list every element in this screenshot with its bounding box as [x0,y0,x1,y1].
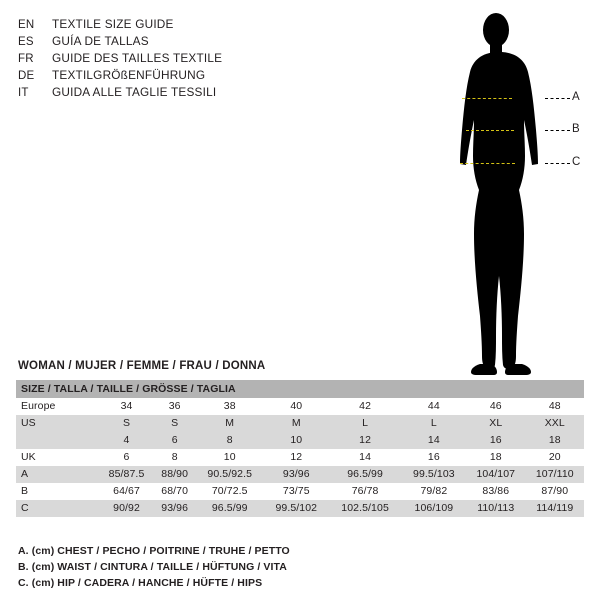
measure-label-a: A [572,91,580,103]
row-label: Europe [16,398,99,415]
cell: S [154,415,195,432]
cell: 87/90 [526,483,584,500]
table-row [16,500,584,517]
table-row [16,398,584,415]
language-row [18,16,318,33]
cell: 107/110 [526,466,584,483]
language-list [18,16,318,101]
cell: 12 [264,449,328,466]
measure-line-b-left [466,130,514,131]
row-label: UK [16,449,99,466]
measure-line-a-right [545,98,570,99]
row-label: C [16,500,99,517]
cell: 18 [466,449,526,466]
cell: 102.5/105 [328,500,401,517]
measurement-legend [18,543,578,591]
language-text: GUIDE DES TAILLES TEXTILE [52,51,223,65]
cell: 6 [154,432,195,449]
cell: L [328,415,401,432]
cell: 106/109 [402,500,466,517]
cell: 34 [99,398,154,415]
cell: 14 [328,449,401,466]
cell: 36 [154,398,195,415]
cell: L [402,415,466,432]
cell: 96.5/99 [195,500,264,517]
language-row [18,84,318,101]
cell: 85/87.5 [99,466,154,483]
cell: 44 [402,398,466,415]
table-row [16,466,584,483]
cell: 88/90 [154,466,195,483]
cell: 99.5/102 [264,500,328,517]
measure-line-c-right [545,163,570,164]
language-text: TEXTILE SIZE GUIDE [52,17,174,31]
language-row [18,50,318,67]
cell: 110/113 [466,500,526,517]
language-text: GUÍA DE TALLAS [52,34,149,48]
cell: 93/96 [154,500,195,517]
body-figure [400,8,590,378]
cell: 10 [195,449,264,466]
female-silhouette-icon [400,8,590,378]
cell: 14 [402,432,466,449]
measure-line-a-left [462,98,512,99]
cell: 42 [328,398,401,415]
row-label [16,432,99,449]
cell: 68/70 [154,483,195,500]
cell: 114/119 [526,500,584,517]
cell: 70/72.5 [195,483,264,500]
language-text: TEXTILGRÖßENFÜHRUNG [52,68,206,82]
table-header-label: SIZE / TALLA / TAILLE / GRÖSSE / TAGLIA [16,380,584,398]
cell: 73/75 [264,483,328,500]
cell: 48 [526,398,584,415]
legend-line-a: A. (cm) CHEST / PECHO / POITRINE / TRUHE / PETTO [18,545,290,557]
cell: 90/92 [99,500,154,517]
measure-label-b: B [572,123,580,135]
cell: 16 [402,449,466,466]
cell: 4 [99,432,154,449]
language-text: GUIDA ALLE TAGLIE TESSILI [52,85,217,99]
cell: M [195,415,264,432]
cell: 79/82 [402,483,466,500]
language-code: IT [18,87,29,99]
language-row [18,33,318,50]
language-row [18,67,318,84]
language-code: DE [18,70,35,82]
cell: 90.5/92.5 [195,466,264,483]
cell: M [264,415,328,432]
table-row [16,449,584,466]
cell: 40 [264,398,328,415]
cell: 99.5/103 [402,466,466,483]
language-code: EN [18,19,35,31]
cell: 20 [526,449,584,466]
cell: 10 [264,432,328,449]
cell: 16 [466,432,526,449]
cell: 18 [526,432,584,449]
cell: 46 [466,398,526,415]
measure-line-b-right [545,130,570,131]
measure-label-c: C [572,156,581,168]
cell: 64/67 [99,483,154,500]
cell: 6 [99,449,154,466]
cell: XXL [526,415,584,432]
legend-line-c: C. (cm) HIP / CADERA / HANCHE / HÜFTE / HIPS [18,577,263,589]
cell: 76/78 [328,483,401,500]
language-code: ES [18,36,34,48]
measure-line-c-left [460,163,515,164]
size-table [16,380,584,517]
table-row [16,483,584,500]
table-row [16,415,584,432]
cell: 104/107 [466,466,526,483]
section-title: WOMAN / MUJER / FEMME / FRAU / DONNA [18,360,266,372]
language-code: FR [18,53,34,65]
cell: S [99,415,154,432]
cell: 83/86 [466,483,526,500]
cell: 38 [195,398,264,415]
cell: XL [466,415,526,432]
row-label: A [16,466,99,483]
table-row [16,432,584,449]
cell: 93/96 [264,466,328,483]
table-header-row [16,380,584,398]
cell: 96.5/99 [328,466,401,483]
row-label: B [16,483,99,500]
row-label: US [16,415,99,432]
legend-line-b: B. (cm) WAIST / CINTURA / TAILLE / HÜFTUNG / VITA [18,561,287,573]
cell: 12 [328,432,401,449]
cell: 8 [195,432,264,449]
cell: 8 [154,449,195,466]
